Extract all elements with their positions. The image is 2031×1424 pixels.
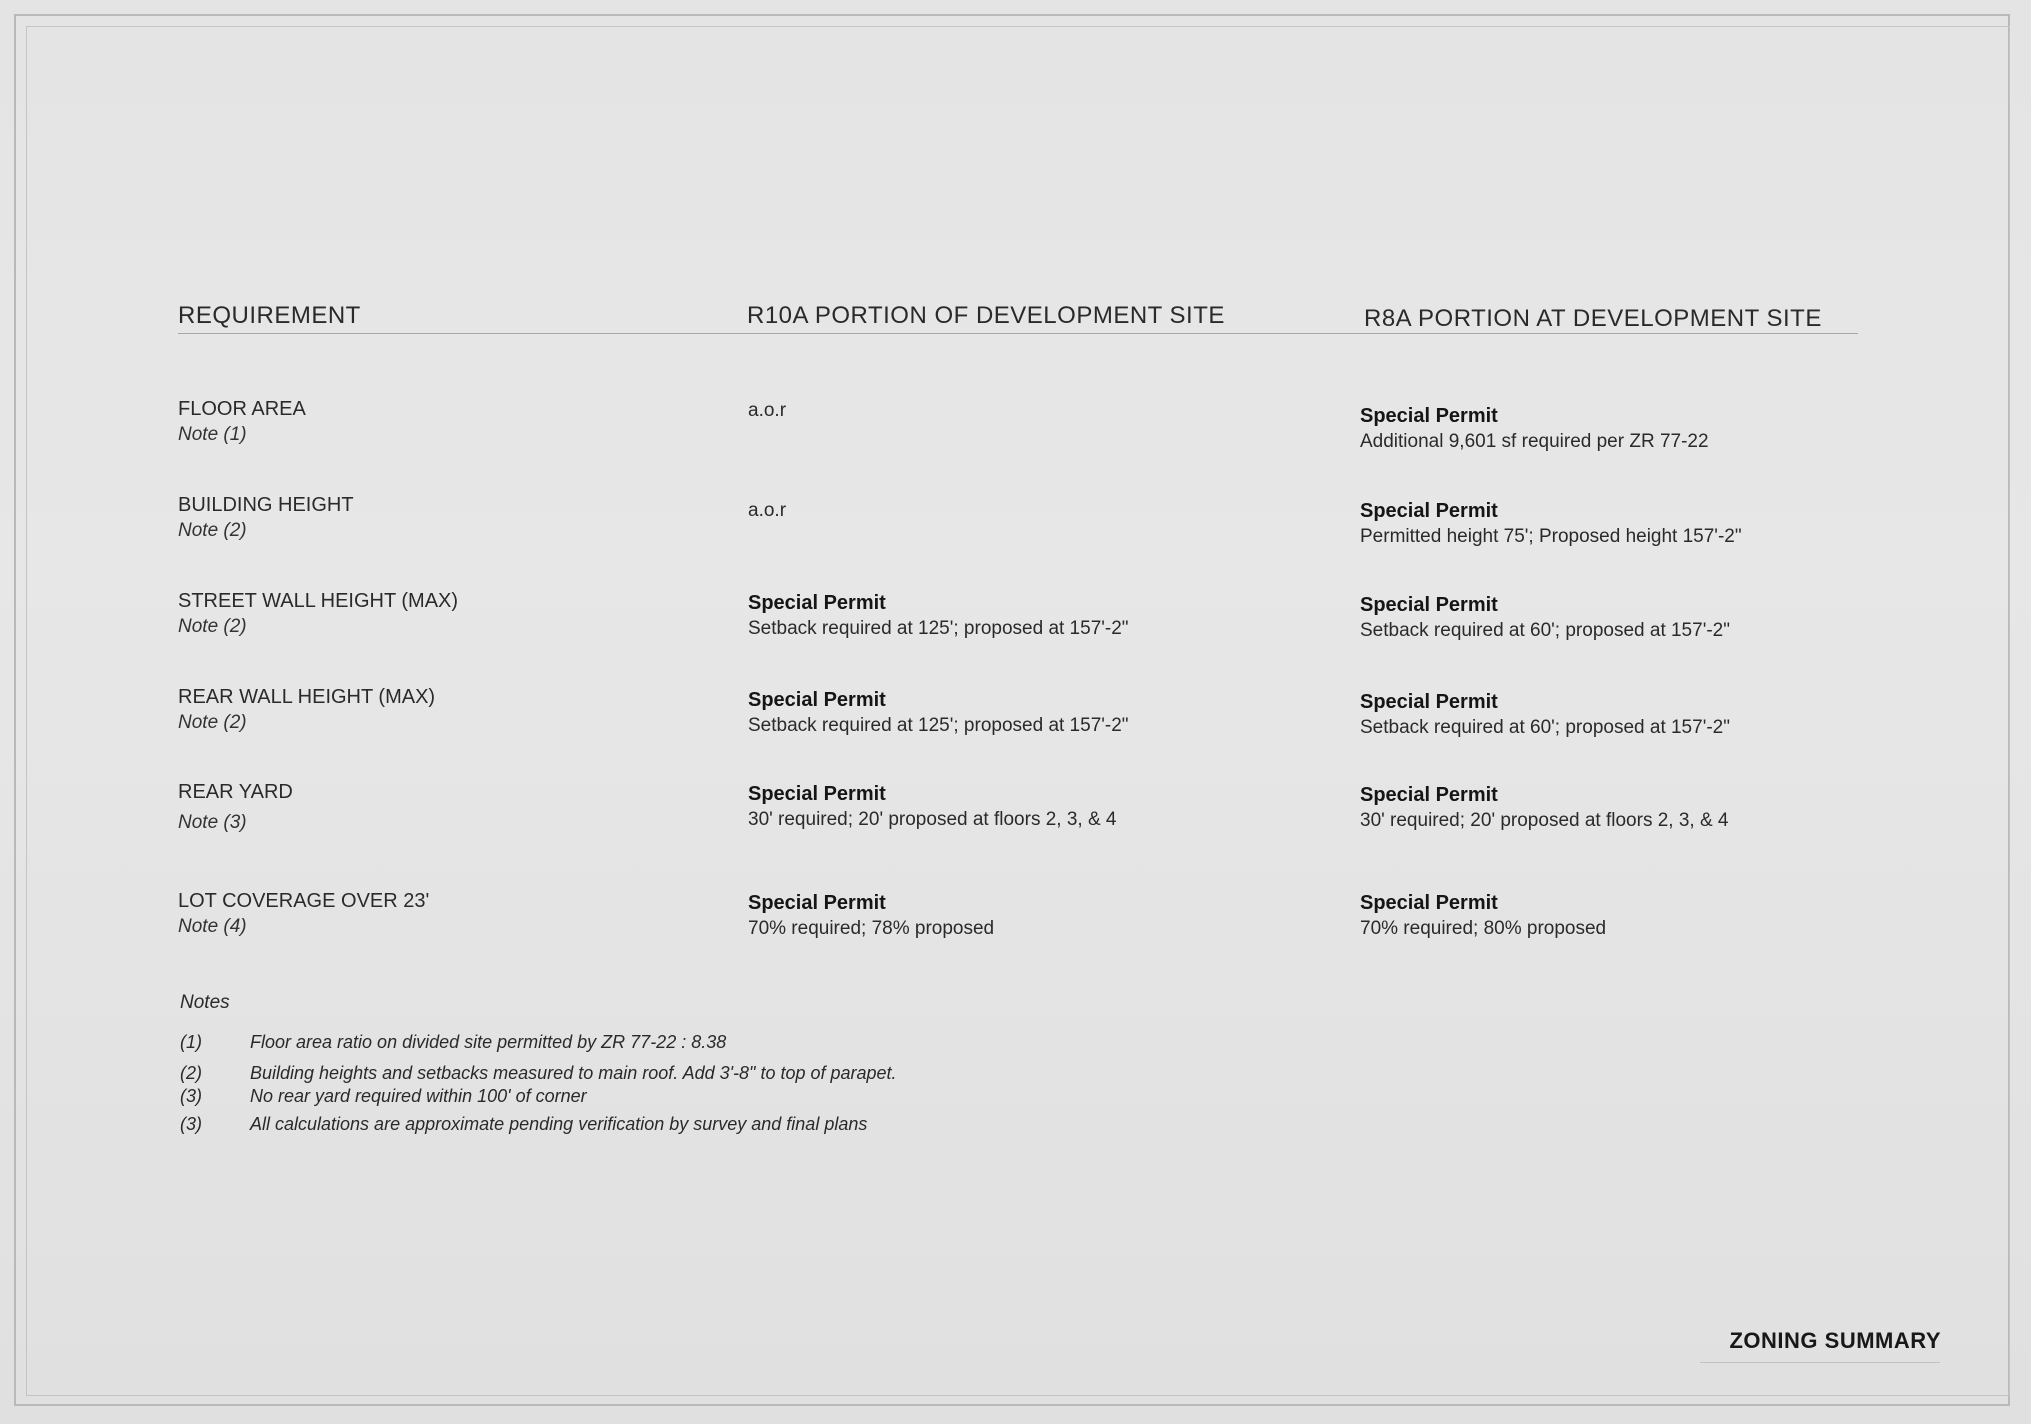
r10a-detail: Setback required at 125'; proposed at 157'-2"	[748, 618, 1129, 639]
table-row	[0, 494, 2031, 554]
note-number: (3)	[180, 1086, 202, 1106]
table-header	[0, 300, 2031, 340]
notes-section	[180, 992, 897, 1134]
r8a-detail: Additional 9,601 sf required per ZR 77-22	[1360, 431, 1709, 452]
r10a-detail: 70% required; 78% proposed	[748, 918, 995, 939]
r10a-detail: a.o.r	[748, 500, 787, 521]
r10a-detail: 30' required; 20' proposed at floors 2, 3, & 4	[748, 809, 1117, 830]
r8a-cell	[1360, 592, 1730, 644]
requirement-name: BUILDING HEIGHT	[178, 494, 354, 516]
r8a-cell	[1360, 782, 1729, 834]
r10a-cell	[748, 498, 786, 524]
header-r8a: R8A PORTION AT DEVELOPMENT SITE	[1364, 305, 1822, 332]
r8a-cell	[1360, 689, 1730, 741]
r8a-detail: Setback required at 60'; proposed at 157'-2"	[1360, 620, 1730, 641]
header-requirement: REQUIREMENT	[178, 302, 361, 329]
r8a-cell	[1360, 498, 1742, 550]
table-row	[0, 781, 2031, 841]
r8a-cell	[1360, 890, 1606, 942]
r10a-detail: a.o.r	[748, 400, 787, 421]
r8a-title: Special Permit	[1360, 405, 1498, 427]
requirement-name: STREET WALL HEIGHT (MAX)	[178, 590, 459, 612]
r10a-cell	[748, 687, 1129, 739]
r8a-detail: 70% required; 80% proposed	[1360, 918, 1607, 939]
r8a-detail: Setback required at 60'; proposed at 157'-2"	[1360, 717, 1730, 738]
table-row	[0, 398, 2031, 458]
notes-heading: Notes	[180, 992, 230, 1013]
requirement-name: FLOOR AREA	[178, 398, 306, 420]
r8a-detail: Permitted height 75'; Proposed height 157'-2"	[1360, 526, 1742, 547]
r10a-cell	[748, 590, 1129, 642]
r10a-title: Special Permit	[748, 592, 886, 614]
r8a-title: Special Permit	[1360, 500, 1498, 522]
requirement-name: REAR YARD	[178, 781, 293, 803]
requirement-note: Note (2)	[178, 712, 247, 733]
r10a-cell	[748, 398, 786, 424]
r10a-title: Special Permit	[748, 689, 886, 711]
requirement-name: LOT COVERAGE OVER 23'	[178, 890, 430, 912]
zoning-summary-title: ZONING SUMMARY	[1729, 1328, 1941, 1353]
r10a-detail: Setback required at 125'; proposed at 157'-2"	[748, 715, 1129, 736]
r10a-title: Special Permit	[748, 783, 886, 805]
r8a-detail: 30' required; 20' proposed at floors 2, 3, & 4	[1360, 810, 1729, 831]
requirement-note: Note (2)	[178, 520, 247, 541]
r8a-title: Special Permit	[1360, 784, 1498, 806]
table-row	[0, 686, 2031, 746]
note-text: All calculations are approximate pending verification by survey and final plans	[250, 1114, 868, 1134]
r10a-cell	[748, 781, 1117, 833]
r8a-title: Special Permit	[1360, 691, 1498, 713]
header-r10a: R10A PORTION OF DEVELOPMENT SITE	[747, 302, 1225, 329]
r10a-cell	[748, 890, 994, 942]
header-divider	[178, 333, 1858, 334]
note-text: Floor area ratio on divided site permitted by ZR 77-22 : 8.38	[250, 1032, 727, 1052]
table-row	[0, 890, 2031, 950]
requirement-note: Note (1)	[178, 424, 247, 445]
note-number: (2)	[180, 1063, 202, 1083]
requirement-note: Note (4)	[178, 916, 247, 937]
requirement-note: Note (3)	[178, 812, 247, 833]
requirement-name: REAR WALL HEIGHT (MAX)	[178, 686, 436, 708]
title-underline	[1700, 1362, 1940, 1363]
r8a-cell	[1360, 403, 1709, 455]
table-row	[0, 590, 2031, 650]
r8a-title: Special Permit	[1360, 892, 1498, 914]
note-number: (1)	[180, 1032, 202, 1052]
note-text: No rear yard required within 100' of corner	[250, 1086, 587, 1106]
note-number: (3)	[180, 1114, 202, 1134]
r8a-title: Special Permit	[1360, 594, 1498, 616]
note-text: Building heights and setbacks measured to main roof. Add 3'-8" to top of parapet.	[250, 1063, 897, 1083]
r10a-title: Special Permit	[748, 892, 886, 914]
requirement-note: Note (2)	[178, 616, 247, 637]
